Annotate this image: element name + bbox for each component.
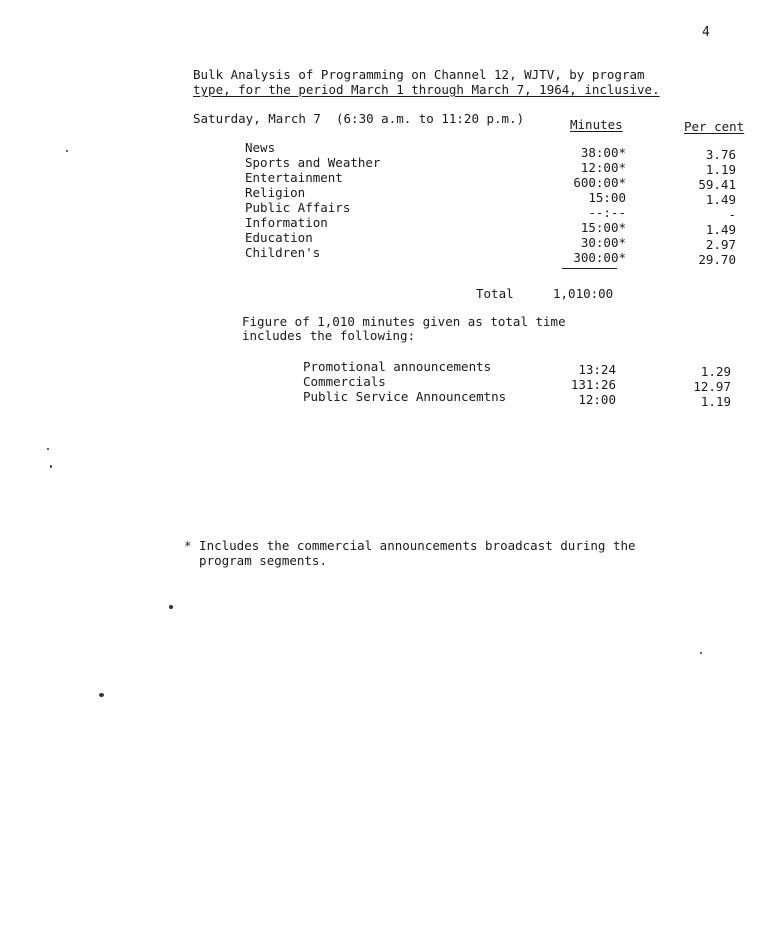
row-minutes: 15:00* [580,220,626,235]
total-value: 1,010:00 [553,286,614,301]
row-percent: - [728,207,736,222]
column-header-minutes: Minutes [570,117,623,132]
row-label: News [245,140,276,155]
scan-speck [50,465,52,468]
include-label: Commercials [303,374,386,389]
include-minutes: 12:00 [578,392,616,407]
row-label: Sports and Weather [245,155,381,170]
row-percent: 29.70 [698,252,736,267]
row-percent: 1.49 [705,222,736,237]
include-minutes: 13:24 [578,362,616,377]
row-percent: 2.97 [705,237,736,252]
row-minutes: --:-- [588,205,626,220]
include-percent: 1.29 [700,364,731,379]
scan-speck [99,693,104,697]
row-percent: 3.76 [705,147,736,162]
title-line-1: Bulk Analysis of Programming on Channel 12, WJTV, by program [193,67,645,82]
total-rule [562,268,617,269]
row-minutes: 300:00* [573,250,626,265]
note-line-2: includes the following: [242,328,416,343]
row-minutes: 38:00* [580,145,626,160]
title-line-2: type, for the period March 1 through March 7, 1964, inclusive. [193,82,660,97]
note-line-1: Figure of 1,010 minutes given as total time [242,314,566,329]
row-minutes: 15:00 [588,190,626,205]
scan-speck [66,150,68,152]
row-label: Religion [245,185,306,200]
row-percent: 1.49 [705,192,736,207]
row-minutes: 30:00* [580,235,626,250]
row-label: Entertainment [245,170,343,185]
scan-speck [700,652,702,654]
row-label: Public Affairs [245,200,351,215]
row-label: Information [245,215,328,230]
footnote-line-2: program segments. [184,553,327,568]
row-label: Children's [245,245,321,260]
include-percent: 12.97 [693,379,731,394]
include-label: Promotional announcements [303,359,492,374]
footnote-line-1: * Includes the commercial announcements broadcast during the [184,538,636,553]
row-minutes: 12:00* [580,160,626,175]
scan-speck [169,605,173,609]
include-minutes: 131:26 [570,377,616,392]
row-percent: 59.41 [698,177,736,192]
include-label: Public Service Announcemtns [303,389,507,404]
page-number: 4 [702,25,710,40]
day-heading: Saturday, March 7 (6:30 a.m. to 11:20 p.m.) [193,111,525,126]
scan-speck [47,448,49,450]
include-percent: 1.19 [700,394,731,409]
row-label: Education [245,230,313,245]
row-minutes: 600:00* [573,175,626,190]
column-header-percent: Per cent [684,119,745,134]
total-label: Total [476,286,514,301]
row-percent: 1.19 [705,162,736,177]
